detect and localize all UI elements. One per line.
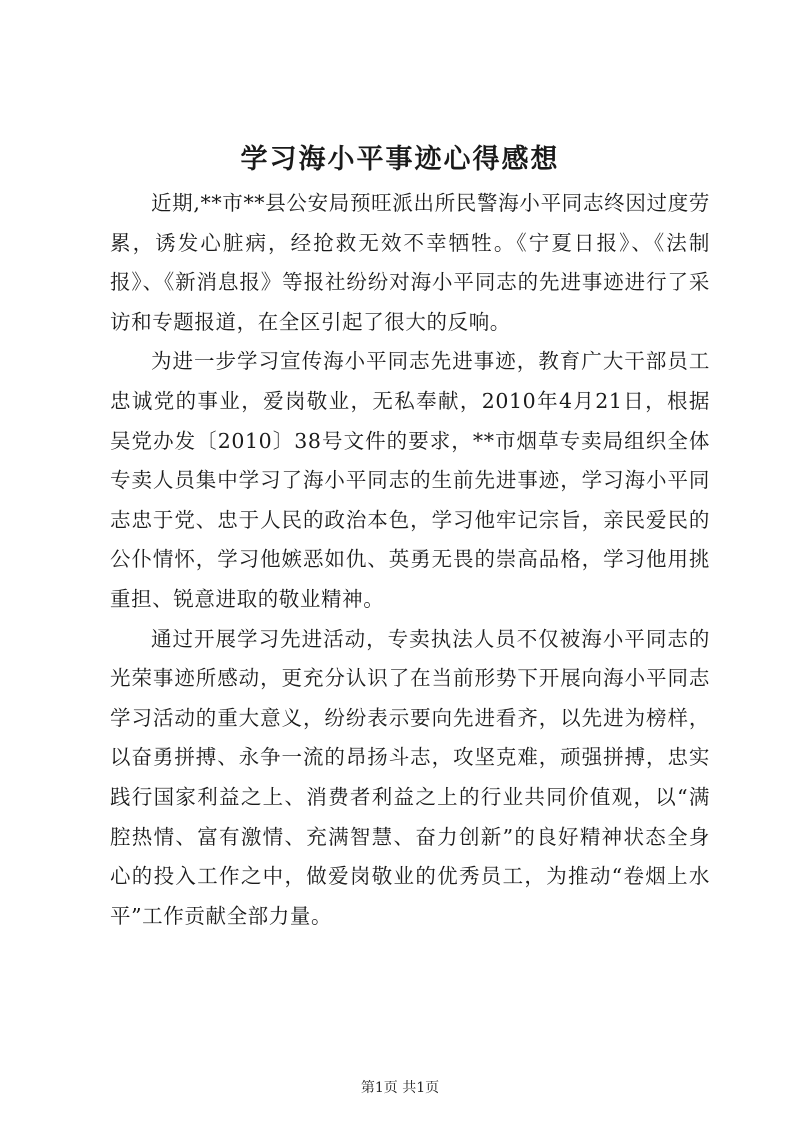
document-body xyxy=(110,184,710,936)
paragraph-1: 近期,**市**县公安局预旺派出所民警海小平同志终因过度劳累，诱发心脏病，经抢救无效不幸牺牲。《宁夏日报》、《法制报》、《新消息报》等报社纷纷对海小平同志的先进事迹进行了采访和专题报道，在全区引起了很大的反响。 xyxy=(110,191,710,334)
page-footer: 第1页 共1页 xyxy=(360,1080,440,1096)
paragraph-2: 为进一步学习宣传海小平同志先进事迹，教育广大干部员工忠诚党的事业，爱岗敬业，无私奉献，2010年4月21日，根据吴党办发〔2010〕38号文件的要求，**市烟草专卖局组织全体专卖人员集中学习了海小平同志的生前先进事迹，学习海小平同志忠于党、忠于人民的政治本色，学习他牢记宗旨，亲民爱民的公仆情怀，学习他嫉恶如仇、英勇无畏的崇高品格，学习他用挑重担、锐意进取的敬业精神。 xyxy=(110,349,710,611)
document-title: 学习海小平事迹心得感想 xyxy=(240,144,560,175)
paragraph-3: 通过开展学习先进活动，专卖执法人员不仅被海小平同志的光荣事迹所感动，更充分认识了在当前形势下开展向海小平同志学习活动的重大意义，纷纷表示要向先进看齐，以先进为榜样，以奋勇拼搏、永争一流的昂扬斗志，攻坚克难，顽强拼搏，忠实践行国家利益之上、消费者利益之上的行业共同价值观，以“满腔热情、富有激情、充满智慧、奋力创新”的良好精神状态全身心的投入工作之中，做爱岗敬业的优秀员工，为推动“卷烟上水平”工作贡献全部力量。 xyxy=(110,626,710,928)
